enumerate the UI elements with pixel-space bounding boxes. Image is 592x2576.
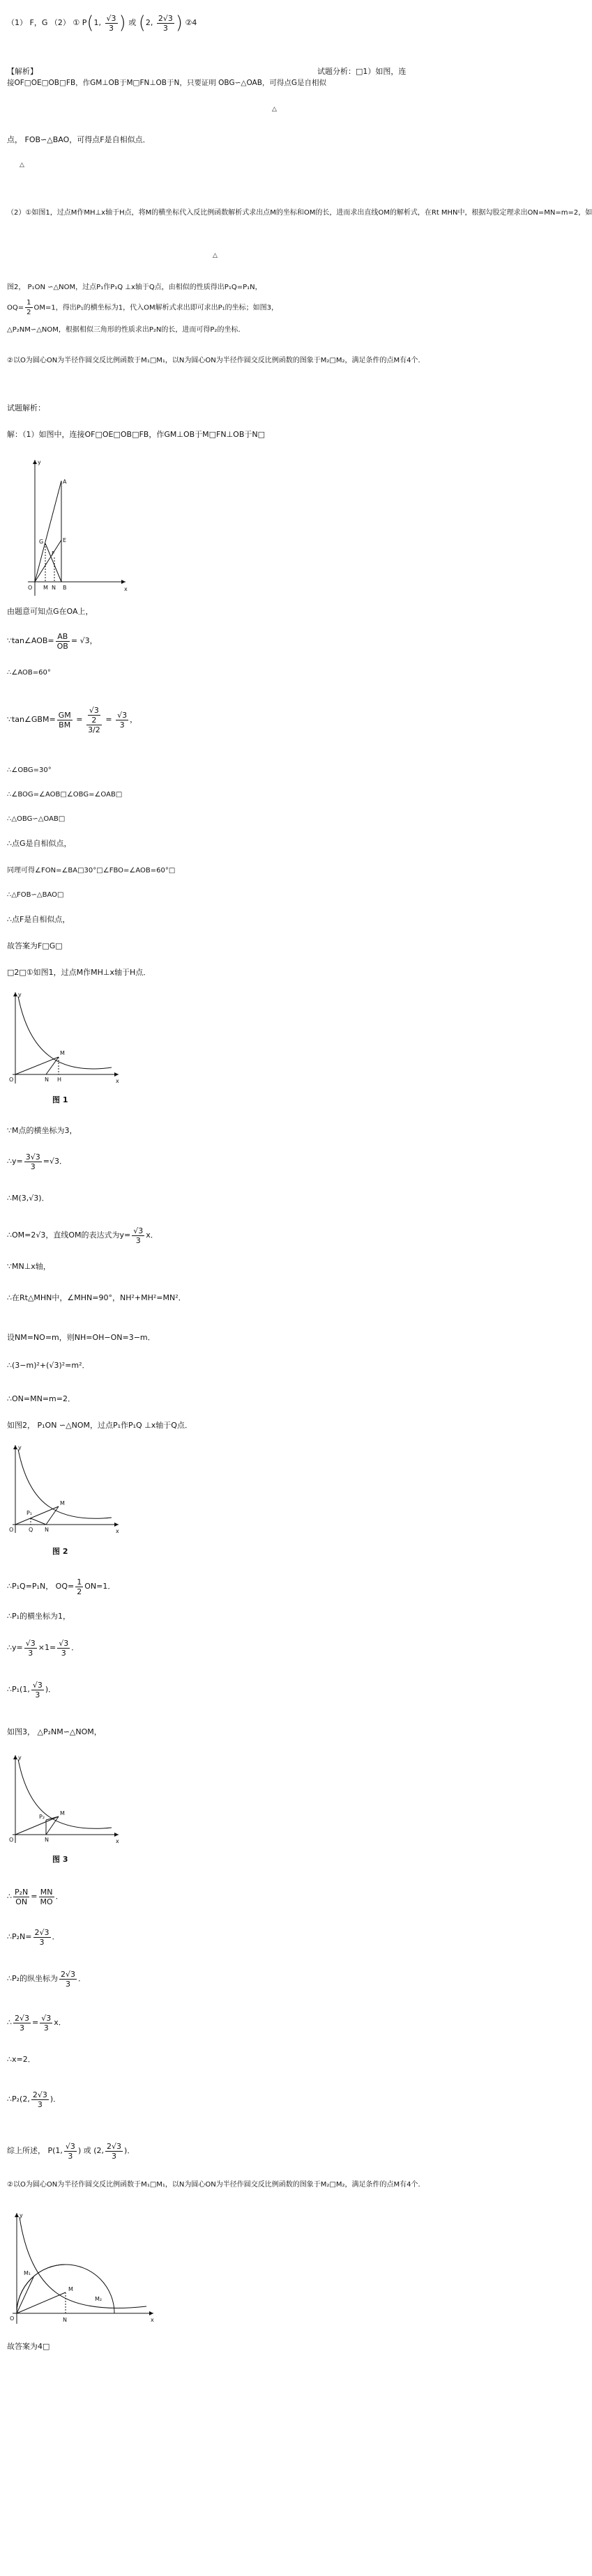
step-12: 故答案为F□G□ [7, 941, 63, 950]
step4-7: 综上所述， P(1, $\frac{√3}{3}$ ) 或 (2, $\frac{2√3}{3}$ )． [7, 2141, 135, 2161]
fig2-x: x [116, 1528, 119, 1534]
step4-8: ②以O为圆心ON为半径作圆交反比例函数于M₁□M₁，以N为圆心ON为半径作圆交反比例函数的图象于M₂□M₂，满足条件的点M有4个． [7, 2181, 425, 2189]
fig4-m: M [68, 2286, 73, 2292]
analysis-part2d: △P₂NM∽△NOM，根据相似三角形的性质求出P₂N的长，进而可得P₂的坐标． [7, 326, 245, 334]
fig2-o: O [9, 1527, 14, 1533]
fig1-y: y [18, 992, 22, 998]
fig4-y: y [20, 2212, 23, 2219]
step-3: ∴∠AOB=60° [7, 669, 51, 677]
fig1-m: M [60, 1050, 65, 1056]
figure-triangle-oab [7, 453, 132, 599]
step-5: ∴∠OBG=30° [7, 766, 52, 774]
step4-4: ∴ $\frac{2√3}{3}$ = $\frac{√3}{3}$ x． [7, 2013, 66, 2033]
figure-4 [7, 2209, 160, 2327]
figure-3-caption: 图 3 [52, 1855, 68, 1864]
fig1-o: O [9, 1077, 14, 1083]
step3-5: 如图3， △P₂NM∽△NOM， [7, 1727, 102, 1736]
step3-3: ∴y= $\frac{√3}{3}$ ×1= $\frac{√3}{3}$ ． [7, 1638, 79, 1658]
triangle-mark: △ [272, 106, 277, 113]
fig3-n: N [45, 1837, 49, 1843]
analysis-part2b: 图2， P₁ON ∽△NOM，过点P₁作P₁Q ⊥x轴于Q点，由相似的性质得出P₁Q=P₁N， [7, 284, 262, 291]
fig3-x: x [116, 1838, 119, 1844]
answer-circle-2: ② [185, 18, 192, 27]
analysis-part2c: OQ= $\frac{1}{2}$ OM=1，得出P₁的横坐标为1，代入OM解析式求出即可求出P₁的坐标；如图3， [7, 299, 279, 316]
analysis-line2: 接OF□OE□OB□FB，作GM⊥OB于M□FN⊥OB于N，只要证明 OBG∽△OAB，可得点G是自相似 [7, 79, 327, 87]
step4-6: ∴P₂(2, $\frac{2√3}{3}$ )． [7, 2090, 61, 2109]
label-f: F [52, 550, 55, 557]
label-e: E [63, 537, 67, 543]
answer-fraction-1: $\frac{√3}{3}$ [106, 13, 116, 33]
fig4-o: O [10, 2315, 15, 2322]
figure-2-caption: 图 2 [52, 1547, 68, 1556]
analysis-intro: 试题分析：□1）如图，连 [317, 67, 407, 76]
step3-2: ∴P₁的横坐标为1， [7, 1612, 71, 1621]
fig2-m: M [60, 1500, 65, 1506]
fig2-p: P₁ [26, 1510, 33, 1516]
analysis-part2e: ②以O为圆心ON为半径作圆交反比例函数于M₁□M₁，以N为圆心ON为半径作圆交反比例函数的图象于M₂□M₂，满足条件的点M有4个． [7, 357, 425, 364]
step3-4: ∴P₁(1, $\frac{√3}{3}$ )． [7, 1680, 56, 1699]
label-o: O [28, 585, 33, 591]
step4-1: ∴ $\frac{\text{P₂N}}{ON}$ = $\frac{MN}{MO}$ ． [7, 1887, 63, 1906]
fig2-y: y [18, 1444, 22, 1451]
step4-2: ∴P₂N= $\frac{2√3}{3}$ ． [7, 1927, 60, 1947]
fig4-m2: M₂ [95, 2296, 103, 2302]
fig2-q: Q [29, 1527, 33, 1533]
step2-1: ∵M点的横坐标为3， [7, 1126, 77, 1135]
analysis-line3: 点， FOB∽△BAO，可得点F是自相似点． [7, 135, 151, 144]
step2-2: ∴y= $\frac{3√3}{3}$ =√3． [7, 1152, 67, 1171]
answer-part1-value: F，G [29, 18, 48, 27]
step-8: ∴点G是自相似点， [7, 839, 72, 848]
label-g: G [39, 539, 44, 545]
step-4: ∵tan∠GBM= $\frac{GM}{BM}$ = $\frac{\frac{√3}{2}}{3/2}$ = $\frac{√3}{3}$ ， [7, 705, 138, 734]
triangle-mark: △ [213, 252, 218, 259]
fig2-n: N [45, 1527, 49, 1533]
label-b: B [63, 585, 67, 591]
fig4-x: x [151, 2317, 154, 2323]
step2-5: ∵MN⊥x轴， [7, 1262, 51, 1271]
fig3-o: O [9, 1837, 14, 1843]
step-2: ∵tan∠AOB= $\frac{AB}{OB}$ = √3， [7, 631, 98, 651]
answer-part1-label: （1） [7, 18, 27, 27]
answer-p: P [82, 18, 87, 27]
answer-count: 4 [192, 18, 197, 27]
step-6: ∴∠BOG=∠AOB□∠OBG=∠OAB□ [7, 791, 123, 799]
fig3-p: P₂ [39, 1814, 45, 1820]
analysis-heading: 【解析】 [7, 67, 38, 76]
fig1-n: N [45, 1077, 49, 1083]
step-7: ∴△OBG∽△OAB□ [7, 815, 66, 823]
label-n: N [52, 585, 56, 591]
answer-part2-label: （2） [50, 18, 70, 27]
label-m: M [43, 585, 48, 591]
label-a: A [63, 479, 67, 485]
step2-7: 设NM=NO=m，则NH=OH−ON=3−m． [7, 1333, 155, 1342]
step2-6: ∴在Rt△MHN中，∠MHN=90°，NH²+MH²=MN²． [7, 1293, 186, 1302]
figure-2 [7, 1442, 126, 1536]
step4-3: ∴P₂的纵坐标为 $\frac{2√3}{3}$ ． [7, 1969, 86, 1989]
answer-line: （1） F，G （2） ① P(1, $\frac{√3}{3}$ ) 或 (2, $\frac{2√3}{3}$ ) ②4 [7, 13, 197, 33]
step-13: □2□①如图1，过点M作MH⊥x轴于H点． [7, 968, 151, 977]
step-9: 同理可得∠FON=∠BA□30°□∠FBO=∠AOB=60°□ [7, 867, 176, 874]
triangle-mark: △ [20, 162, 24, 169]
answer-x1: 1 [93, 18, 99, 27]
fig4-m1: M₁ [24, 2270, 31, 2276]
fig4-n: N [63, 2317, 67, 2323]
step-1: 由题意可知点G在OA上， [7, 607, 93, 616]
step2-9: ∴ON=MN=m=2． [7, 1394, 75, 1403]
solution-title: 试题解析： [7, 403, 45, 412]
figure-1 [7, 989, 126, 1087]
analysis-part2: （2）①如图1，过点M作MH⊥x轴于H点，将M的横坐标代入反比例函数解析式求出点M的坐标和OM的长，进而求出直线OM的解析式，在Rt MHN中，根据勾股定理求出ON=MN=m=2，如 [7, 209, 592, 217]
fig1-h: H [57, 1077, 62, 1083]
solution-line1: 解：（1）如图中，连接OF□OE□OB□FB，作GM⊥OB于M□FN⊥OB于N□ [7, 430, 265, 439]
step2-10: 如图2， P₁ON ∽△NOM，过点P₁作P₁Q ⊥x轴于Q点． [7, 1421, 192, 1430]
label-x: x [124, 586, 128, 592]
step-10: ∴△FOB∽△BAO□ [7, 891, 64, 899]
answer-x2: 2 [145, 18, 151, 27]
step2-4: ∴OM=2√3，直线OM的表达式为y= $\frac{√3}{3}$ x． [7, 1226, 158, 1245]
label-y: y [38, 459, 41, 465]
fig3-y: y [18, 1754, 22, 1761]
answer-fraction-2: $\frac{2√3}{3}$ [158, 13, 173, 33]
fig1-x: x [116, 1078, 119, 1084]
figure-1-caption: 图 1 [52, 1095, 68, 1104]
fig3-m: M [60, 1810, 65, 1817]
step2-8: ∴(3−m)²+(√3)²=m²． [7, 1361, 90, 1370]
final-answer: 故答案为4□ [7, 2342, 50, 2351]
answer-or: 或 [128, 18, 137, 27]
step3-1: ∴P₁Q=P₁N， OQ= $\frac{1}{2}$ ON=1． [7, 1577, 116, 1596]
figure-3 [7, 1752, 126, 1846]
step4-5: ∴x=2． [7, 2055, 36, 2064]
answer-circle-1: ① [73, 18, 80, 27]
step-11: ∴点F是自相似点， [7, 915, 70, 924]
step2-3: ∴M(3,√3)． [7, 1194, 50, 1203]
